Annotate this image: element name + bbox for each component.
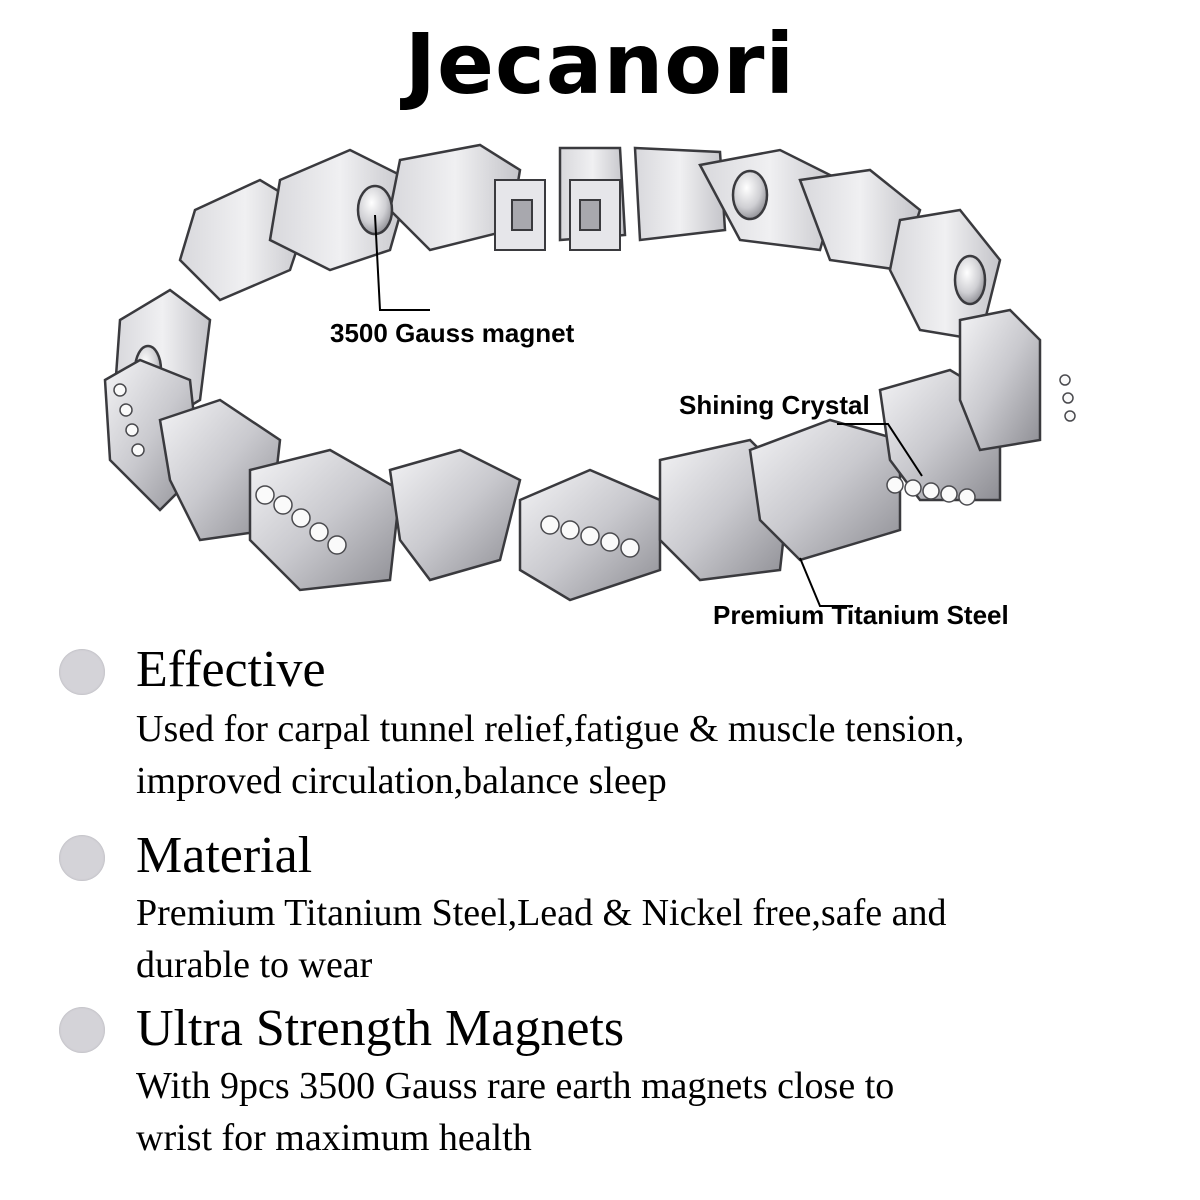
feature-desc-line: Premium Titanium Steel,Lead & Nickel free,safe and — [136, 892, 947, 934]
bracelet-product-image — [100, 140, 1100, 640]
feature-desc-line: Used for carpal tunnel relief,fatigue & muscle tension, — [136, 708, 965, 750]
brand-logo: Jecanori — [404, 15, 796, 113]
callout-magnet: 3500 Gauss magnet — [330, 318, 575, 348]
feature-desc-line: wrist for maximum health — [136, 1117, 532, 1159]
callout-steel: Premium Titanium Steel — [713, 600, 1009, 630]
bullet-circle-icon — [59, 649, 105, 695]
feature-title: Effective — [136, 641, 326, 698]
feature-desc-line: durable to wear — [136, 944, 373, 986]
feature-desc-line: With 9pcs 3500 Gauss rare earth magnets close to — [136, 1065, 895, 1107]
feature-title: Ultra Strength Magnets — [136, 1000, 625, 1057]
feature-title: Material — [136, 827, 313, 884]
bullet-circle-icon — [59, 1007, 105, 1053]
bullet-circle-icon — [59, 835, 105, 881]
callout-crystal: Shining Crystal — [679, 390, 870, 420]
feature-desc-line: improved circulation,balance sleep — [136, 760, 667, 802]
